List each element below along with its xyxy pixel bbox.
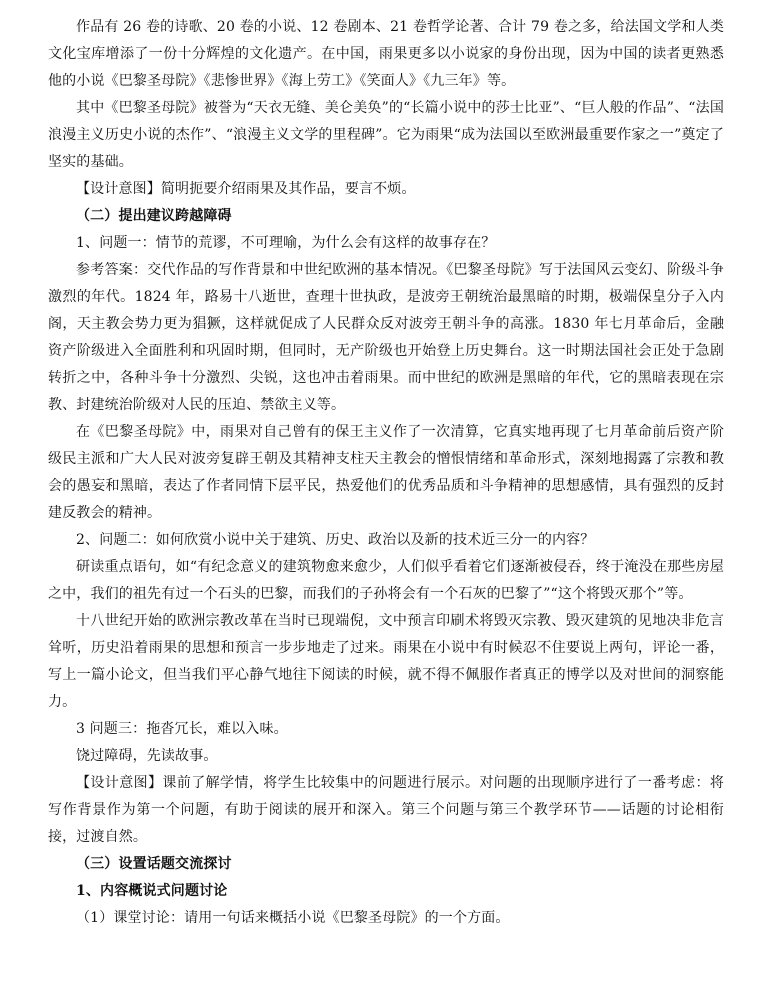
answer-3: 饶过障碍，先读故事。 (76, 748, 218, 764)
subsection-heading-1: 1、内容概说式问题讨论 (76, 883, 228, 899)
paragraph-notre-dame-praise: 其中《巴黎圣母院》被誉为“天衣无缝、美仑美奂”的“长篇小说中的莎士比亚”、“巨人般的作品”、“法国浪漫主义历史小说的杰作”、“浪漫主义文学的里程碑”。它为雨果“成为法国以至欧洲最重要作家之一”奠定了坚实的基础。 (48, 100, 724, 170)
answer-2: 研读重点语句，如“有纪念意义的建筑物愈来愈少，人们似乎看着它们逐渐被侵吞，终于淹没在那些房屋之中，我们的祖先有过一个石头的巴黎，而我们的子孙将会有一个石灰的巴黎了”“这个将毁灭那个”等。 (48, 559, 724, 602)
classroom-discussion: （1）课堂讨论：请用一句话来概括小说《巴黎圣母院》的一个方面。 (76, 910, 510, 926)
answer-2-continued: 十八世纪开始的欧洲宗教改革在当时已现端倪，文中预言印刷术将毁灭宗教、毁灭建筑的见地决非危言耸听，历史沿着雨果的思想和预言一步步地走了过来。雨果在小说中有时候忍不住要说上两句，评论一番，写上一篇小论文，但当我们平心静气地往下阅读的时候，就不得不佩服作者真正的博学以及对世间的洞察能力。 (48, 613, 724, 710)
answer-1-continued: 在《巴黎圣母院》中，雨果对自己曾有的保王主义作了一次清算，它真实地再现了七月革命前后资产阶级民主派和广大人民对波旁复辟王朝及其精神支柱天主教会的憎恨情绪和革命形式，深刻地揭露了宗教和教会的愚妄和黑暗，表达了作者同情下层平民，热爱他们的优秀品质和斗争精神的思想感情，具有强烈的反封建反教会的精神。 (48, 424, 724, 521)
answer-1: 参考答案：交代作品的写作背景和中世纪欧洲的基本情况。《巴黎圣母院》写于法国风云变幻、阶级斗争激烈的年代。1824 年，路易十八逝世，查理十世执政，是波旁王朝统治最黑暗的时期，极端保皇分子入内阁，天主教会势力更为猖獗，这样就促成了人民群众反对波旁王朝斗争的高涨。1830 年七月革命后，金融资产阶级进入全面胜利和巩固时期，但同时，无产阶级也开始登上历史舞台。这一时期法国社会正处于急剧转折之中，各种斗争十分激烈、尖锐，这也冲击着雨果。而中世纪的欧洲是黑暗的年代，它的黑暗表现在宗教、封建统治阶级对人民的压迫、禁欲主义等。 (48, 262, 724, 413)
section-heading-2: （二）提出建议跨越障碍 (76, 208, 232, 224)
section-heading-3: （三）设置话题交流探讨 (76, 856, 232, 872)
document-body (48, 14, 724, 932)
design-intent-1: 【设计意图】简明扼要介绍雨果及其作品，要言不烦。 (76, 181, 416, 197)
paragraph-hugo-works: 作品有 26 卷的诗歌、20 卷的小说、12 卷剧本、21 卷哲学论著、合计 79 卷之多，给法国文学和人类文化宝库增添了一份十分辉煌的文化遗产。在中国，雨果更多以小说家的身份出现，因为中国的读者更熟悉他的小说《巴黎圣母院》《悲惨世界》《海上劳工》《笑面人》《九三年》等。 (48, 19, 724, 89)
question-2: 2、问题二：如何欣赏小说中关于建筑、历史、政治以及新的技术近三分一的内容？ (76, 532, 595, 548)
question-1: 1、问题一：情节的荒谬，不可理喻，为什么会有这样的故事存在？ (76, 235, 496, 251)
design-intent-2: 【设计意图】课前了解学情，将学生比较集中的问题进行展示。对问题的出现顺序进行了一番考虑：将写作背景作为第一个问题，有助于阅读的展开和深入。第三个问题与第三个教学环节——话题的讨论相衔接，过渡自然。 (48, 775, 724, 845)
question-3: 3 问题三：拖沓冗长，难以入味。 (76, 721, 288, 737)
